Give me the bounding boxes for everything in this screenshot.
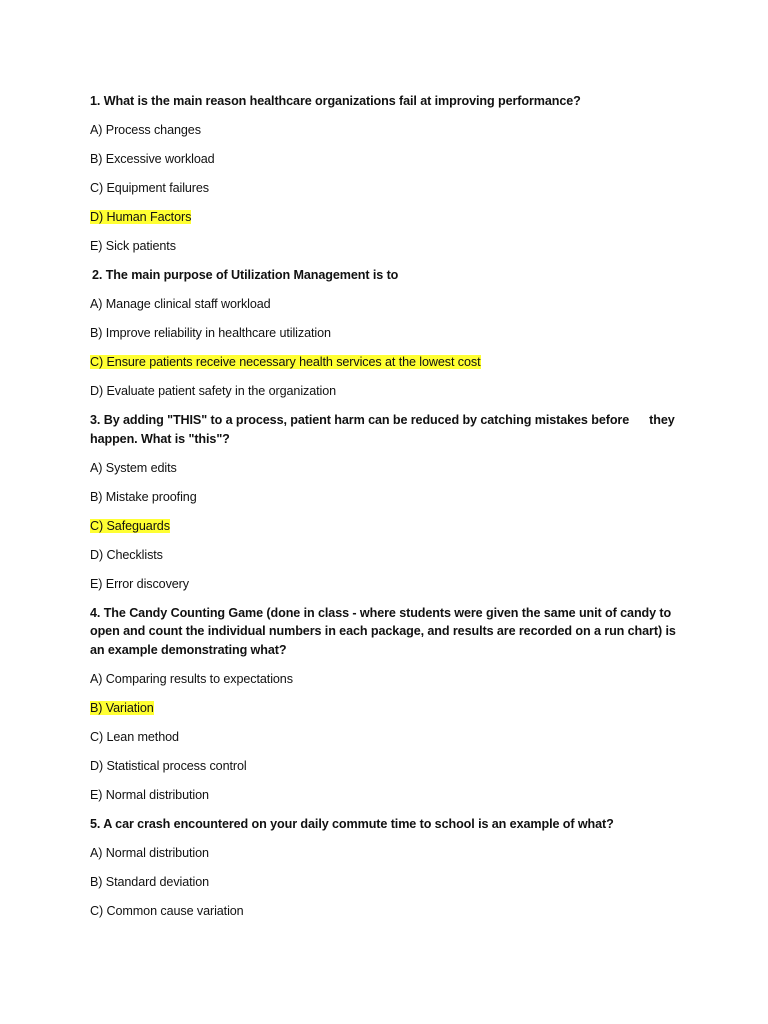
question-5: 5. A car crash encountered on your daily commute time to school is an example of what? xyxy=(90,816,614,831)
q2-option-a: A) Manage clinical staff workload xyxy=(90,297,271,311)
q4-option-e: E) Normal distribution xyxy=(90,787,209,802)
question-2: 2. The main purpose of Utilization Management is to xyxy=(92,268,399,282)
question-3 xyxy=(90,411,685,448)
question-4: 4. The Candy Counting Game (done in class - where students were given the same unit of candy to open and count the individual numbers in each package, and results are recorded on a run chart) is an example demonstrating what? xyxy=(90,605,676,657)
q2-option-d: D) Evaluate patient safety in the organization xyxy=(90,384,337,398)
q5-option-c: C) Common cause variation xyxy=(90,903,244,918)
q4-option-c: C) Lean method xyxy=(90,729,179,744)
q5-option-a: A) Normal distribution xyxy=(90,845,209,860)
q3-option-d: D) Checklists xyxy=(90,547,163,562)
q3-option-a: A) System edits xyxy=(90,460,177,475)
q1-option-a: A) Process changes xyxy=(90,123,201,137)
question-3-part-a: 3. By adding "THIS" to a process, patient harm can be reduced by catching mistakes before xyxy=(90,413,630,427)
q4-option-b-correct: B) Variation xyxy=(90,700,154,715)
quiz-content xyxy=(90,92,685,931)
q1-option-b: B) Excessive workload xyxy=(90,152,215,166)
q3-option-c-correct: C) Safeguards xyxy=(90,518,170,533)
q3-option-e: E) Error discovery xyxy=(90,576,189,591)
q4-option-d: D) Statistical process control xyxy=(90,758,247,773)
question-3-part-b: they happen. What is "this"? xyxy=(90,413,675,446)
q2-option-b: B) Improve reliability in healthcare utilization xyxy=(90,326,331,340)
q5-option-b: B) Standard deviation xyxy=(90,874,210,889)
q1-option-c: C) Equipment failures xyxy=(90,181,209,195)
q2-option-c-correct: C) Ensure patients receive necessary health services at the lowest cost xyxy=(90,355,481,369)
q1-option-e: E) Sick patients xyxy=(90,239,176,253)
q3-option-b: B) Mistake proofing xyxy=(90,489,197,504)
question-1: 1. What is the main reason healthcare organizations fail at improving performance? xyxy=(90,94,581,108)
q1-option-d-correct: D) Human Factors xyxy=(90,210,192,224)
q4-option-a: A) Comparing results to expectations xyxy=(90,671,293,686)
